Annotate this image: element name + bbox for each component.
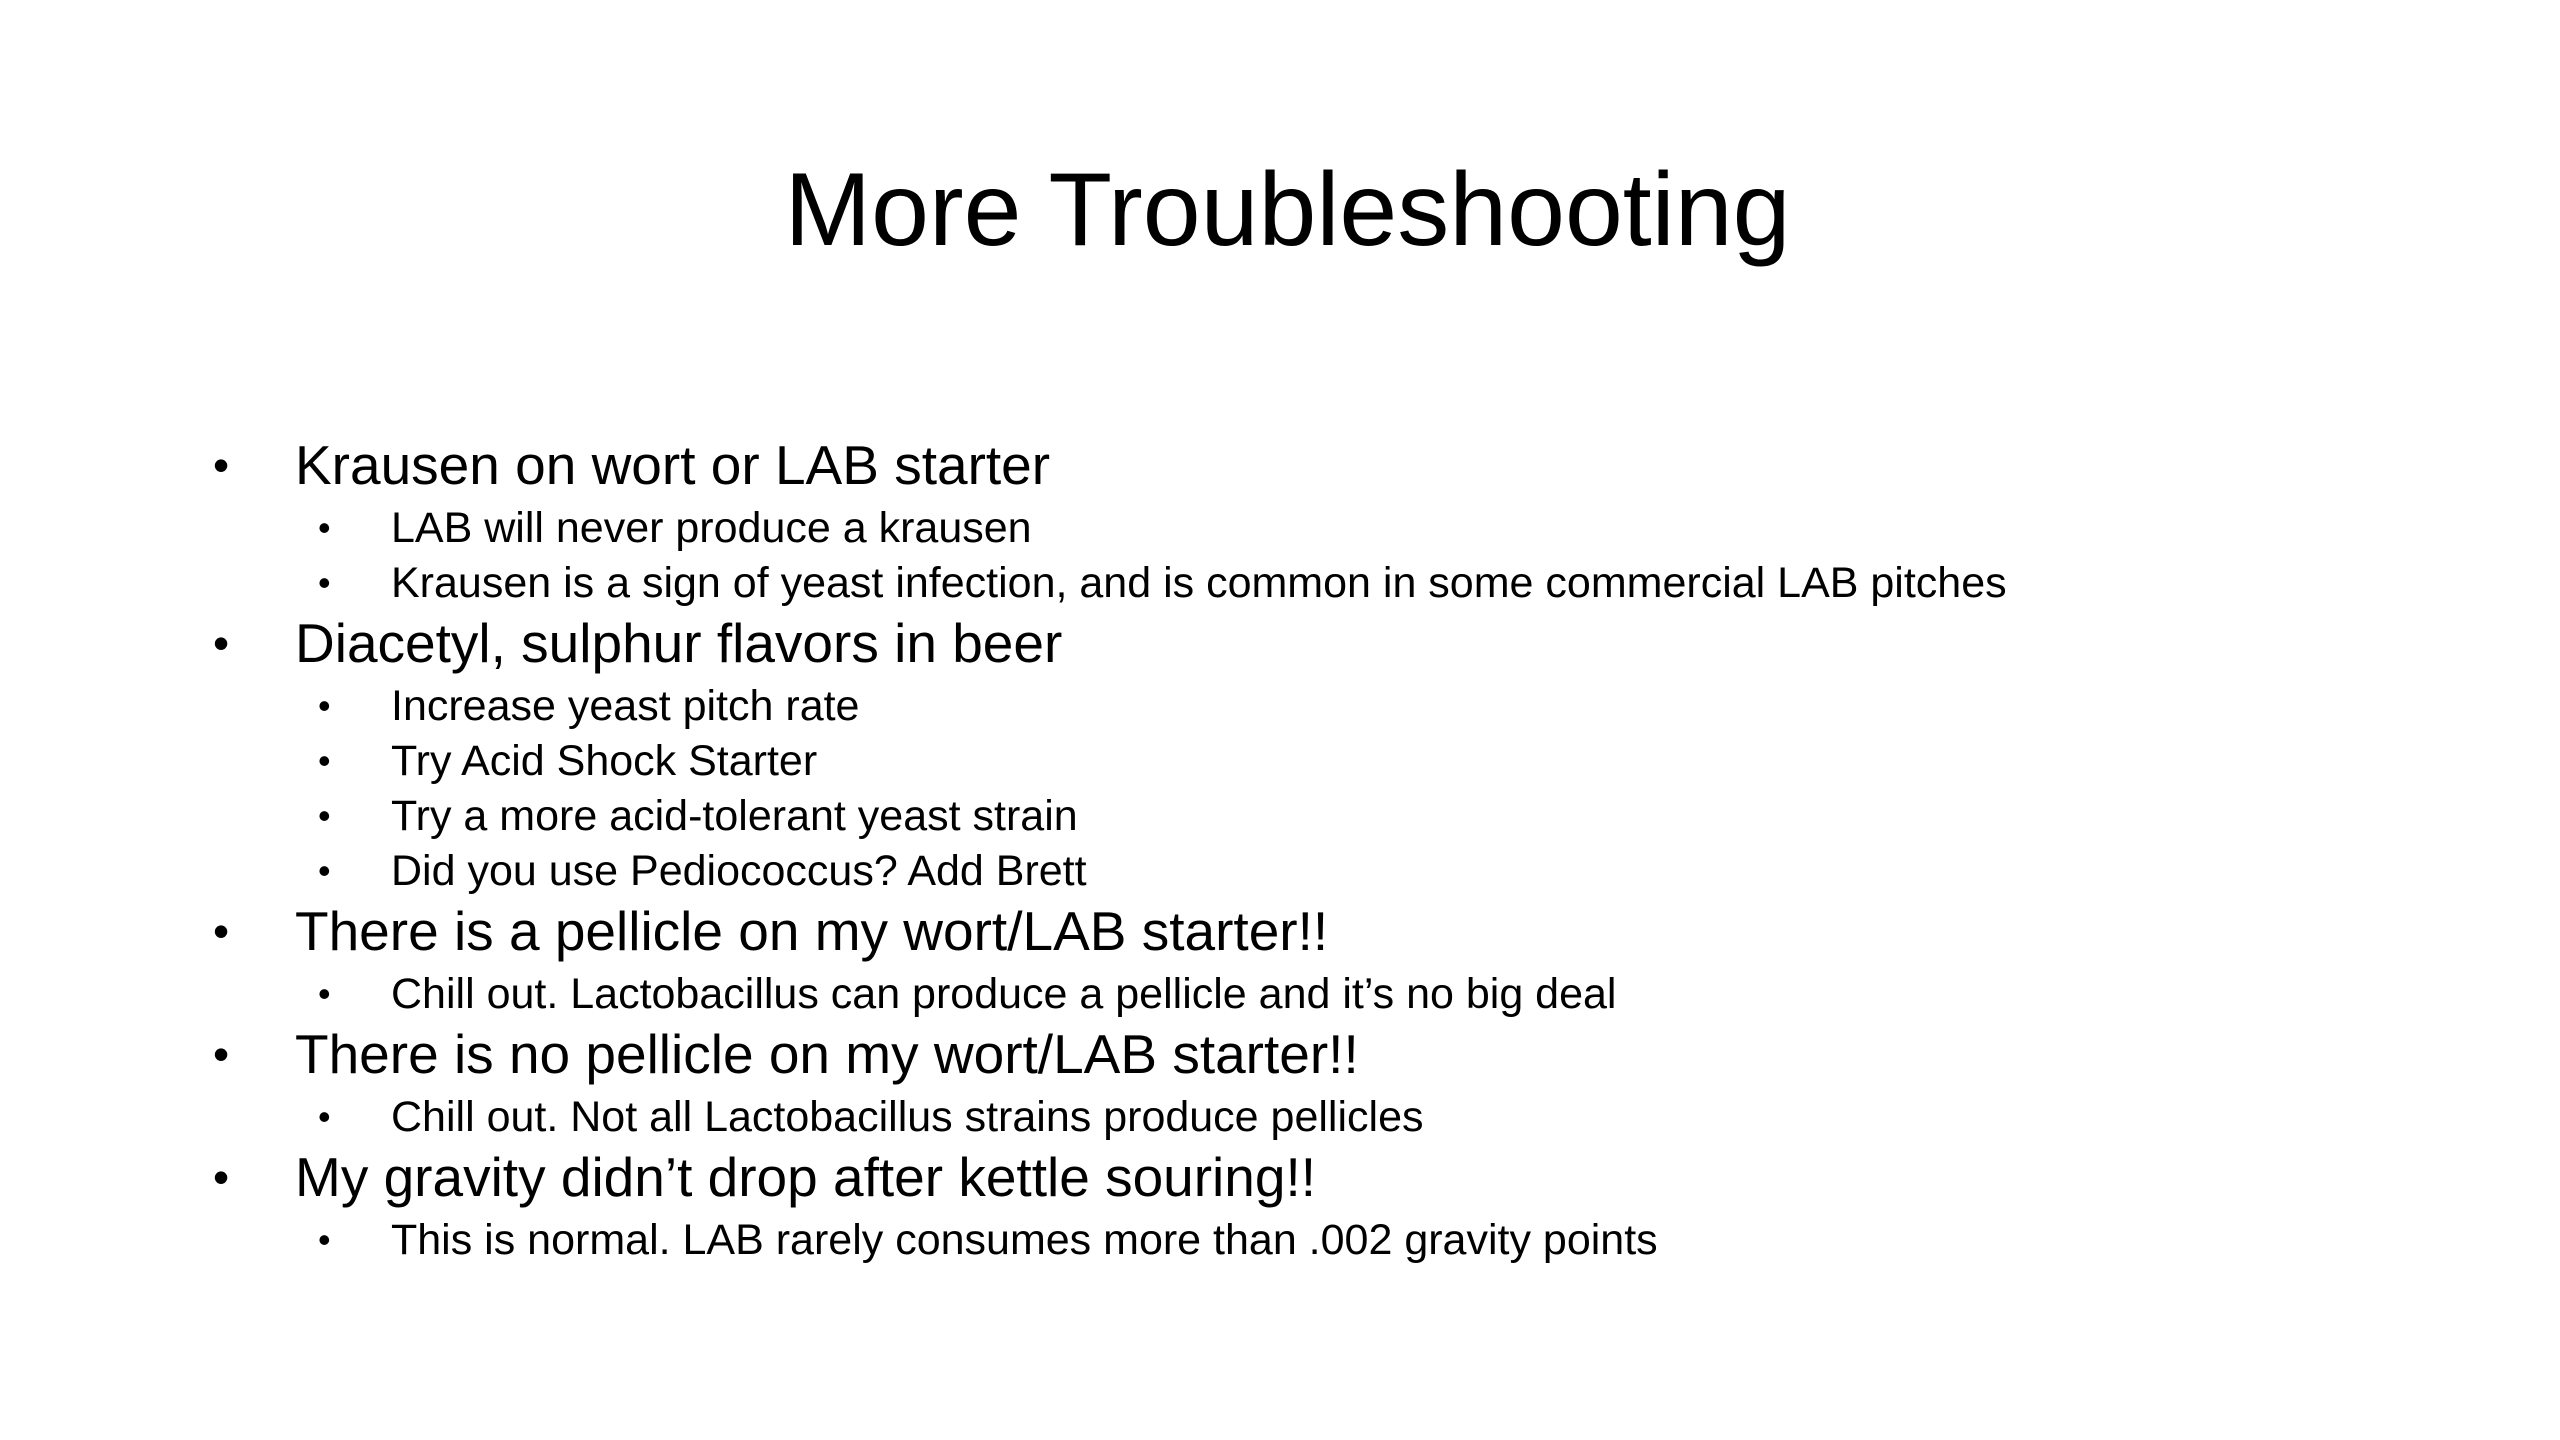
sub-bullet-item: Try a more acid-tolerant yeast strain: [391, 792, 1078, 840]
sub-bullet-item: Chill out. Lactobacillus can produce a pellicle and it’s no big deal: [391, 970, 1617, 1018]
bullet-item: There is no pellicle on my wort/LAB starter!!: [295, 1023, 1359, 1085]
sub-bullet-marker: •: [318, 795, 331, 836]
sub-bullet-marker: •: [318, 850, 331, 891]
bullet-item: Diacetyl, sulphur flavors in beer: [295, 612, 1063, 674]
sub-bullet-item: Increase yeast pitch rate: [391, 682, 860, 730]
sub-bullet-marker: •: [318, 685, 331, 726]
sub-bullet-marker: •: [318, 562, 331, 603]
sub-bullet-marker: •: [318, 740, 331, 781]
sub-bullet-marker: •: [318, 507, 331, 548]
bullet-item: There is a pellicle on my wort/LAB starter!!: [295, 900, 1329, 962]
bullet-marker: •: [213, 1028, 230, 1080]
sub-bullet-marker: •: [318, 1219, 331, 1260]
bullet-marker: •: [213, 905, 230, 957]
sub-bullet-item: Chill out. Not all Lactobacillus strains produce pellicles: [391, 1093, 1424, 1141]
sub-bullet-item: Krausen is a sign of yeast infection, and is common in some commercial LAB pitches: [391, 559, 2007, 607]
bullet-item: Krausen on wort or LAB starter: [295, 434, 1051, 496]
bullet-marker: •: [213, 617, 230, 669]
bullet-marker: •: [213, 1151, 230, 1203]
bullet-marker: •: [213, 439, 230, 491]
sub-bullet-marker: •: [318, 1096, 331, 1137]
sub-bullet-item: LAB will never produce a krausen: [391, 504, 1032, 552]
sub-bullet-item: Did you use Pediococcus? Add Brett: [391, 847, 1087, 895]
sub-bullet-marker: •: [318, 973, 331, 1014]
sub-bullet-item: Try Acid Shock Starter: [391, 737, 818, 785]
sub-bullet-item: This is normal. LAB rarely consumes more than .002 gravity points: [391, 1216, 1658, 1264]
slide-title: More Troubleshooting: [784, 152, 1791, 268]
bullet-item: My gravity didn’t drop after kettle souring!!: [295, 1146, 1317, 1208]
